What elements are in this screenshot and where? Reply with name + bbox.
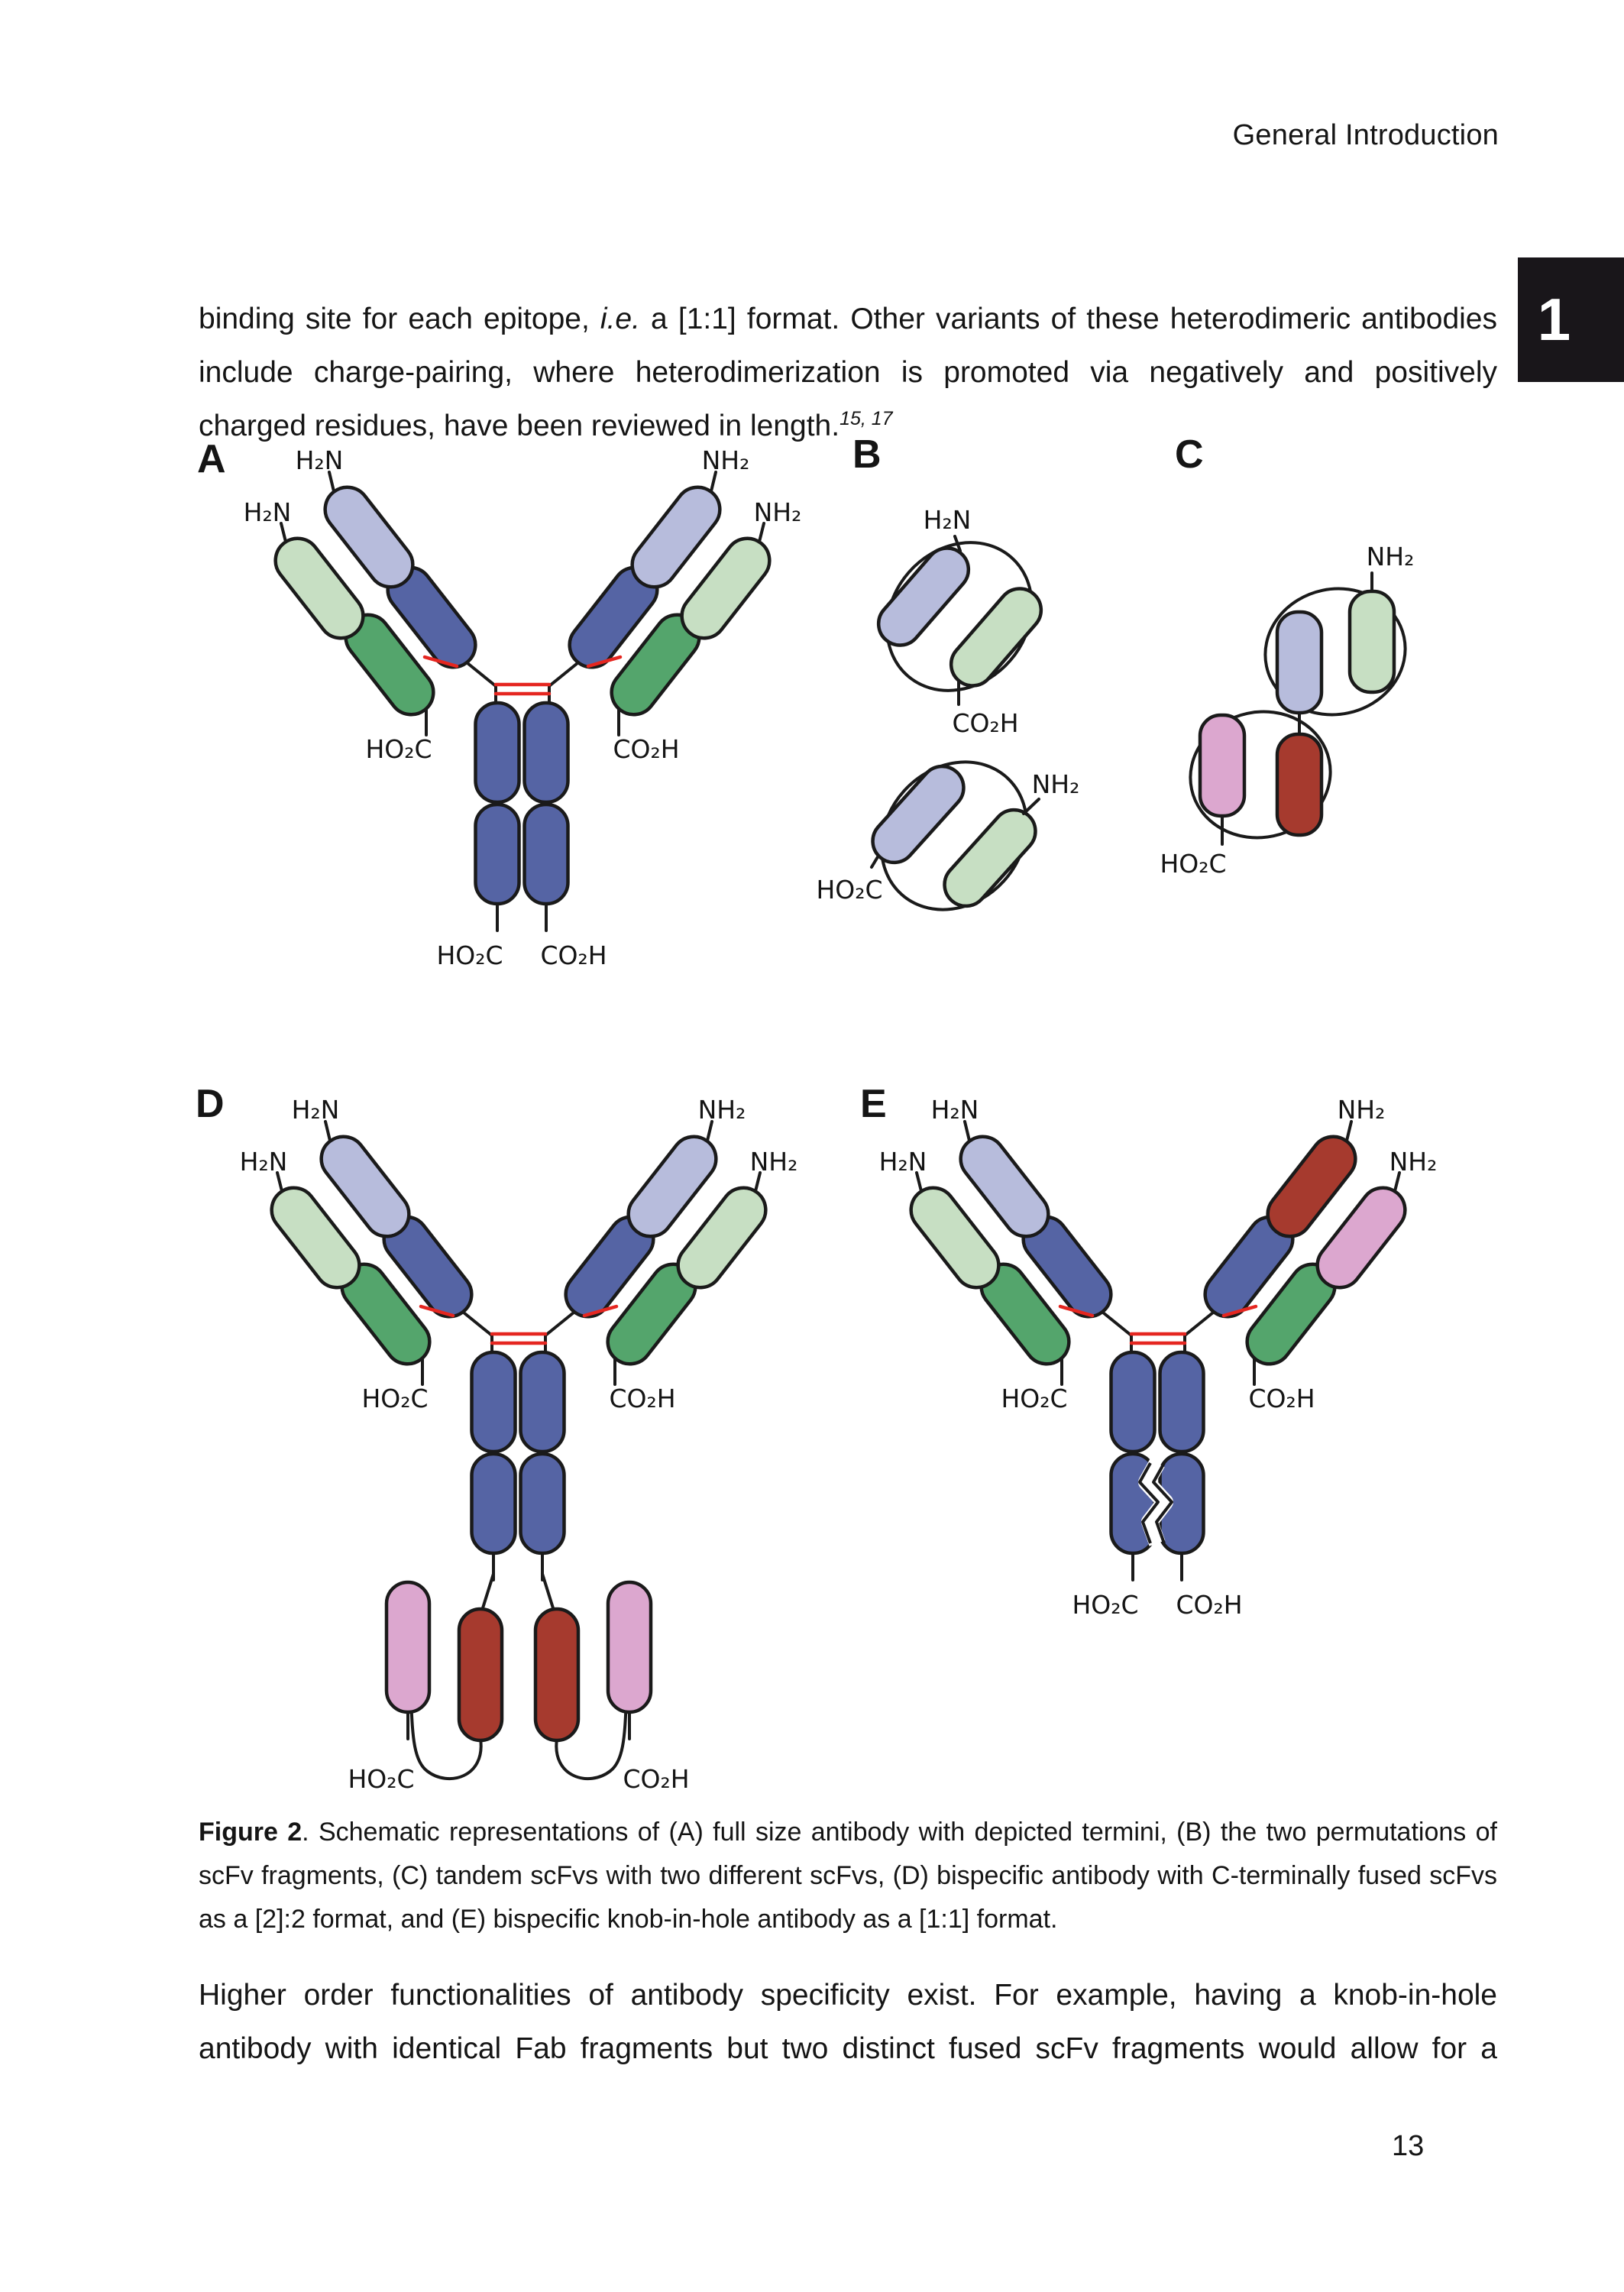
terminus-label: HO₂C (348, 1764, 415, 1794)
paragraph1-text: binding site for each epitope, (199, 303, 600, 335)
panel-b-figure (816, 432, 1079, 939)
terminus-label: NH₂ (749, 1147, 798, 1177)
terminus-label: CO₂H (1248, 1384, 1315, 1413)
terminus-label: NH₂ (697, 1095, 746, 1125)
c-terminus-line (872, 856, 878, 867)
vh-domain-2 (535, 1609, 578, 1740)
panel-label-d: D (196, 1082, 225, 1126)
terminus-label: HO₂C (1160, 849, 1227, 879)
terminus-label: CO₂H (952, 708, 1019, 738)
panel-label-c: C (1175, 432, 1204, 477)
terminus-label: HO₂C (1001, 1384, 1068, 1413)
figure-caption-text: . Schematic representations of (A) full size antibody with depicted termini, (B) the two permutations of scFv fragments, (C) tandem scFvs with two different scFvs, (D) bispecific antibody with C-terminally fused scFvs as a [2]:2 format, and (E) bispecific knob-in-hole antibody as a [1:1] format. (199, 1818, 1497, 1934)
terminus-label: HO₂C (816, 875, 883, 905)
figure-caption-label: Figure 2 (199, 1818, 302, 1847)
panel-label-e: E (860, 1082, 887, 1126)
terminus-label: NH₂ (701, 445, 750, 475)
panel-label-b: B (852, 432, 882, 477)
terminus-label: H₂N (878, 1147, 927, 1177)
terminus-label: NH₂ (1031, 769, 1080, 799)
chapter-number-tab (1518, 257, 1624, 382)
vl-domain-2 (1200, 715, 1244, 816)
terminus-label: CO₂H (613, 734, 680, 764)
citation-superscript: 15, 17 (839, 408, 893, 429)
vh-domain-2 (1277, 734, 1322, 835)
terminus-label: NH₂ (753, 497, 802, 527)
terminus-label: H₂N (295, 445, 344, 475)
running-header: General Introduction (1232, 119, 1499, 151)
terminus-label: CO₂H (540, 940, 607, 970)
terminus-label: HO₂C (365, 734, 432, 764)
figure-caption (199, 1811, 1497, 1941)
paragraph1-text-2: a [1:1] format. Other variants of these heterodimeric antibodies include charge-pairing, where heterodimerization is promoted via negatively and positively charged residues, have been reviewed in length. (199, 303, 1497, 442)
vh-domain-2 (459, 1609, 502, 1740)
terminus-label: H₂N (239, 1147, 288, 1177)
chapter-number: 1 (1537, 286, 1571, 353)
panel-e-figure (879, 1095, 1438, 1620)
terminus-label: H₂N (243, 497, 292, 527)
vl-domain (1350, 591, 1394, 692)
paragraph1-italic: i.e. (600, 303, 640, 335)
vh-domain (1277, 612, 1322, 713)
terminus-label: CO₂H (623, 1764, 690, 1794)
terminus-label: NH₂ (1389, 1147, 1438, 1177)
terminus-label: CO₂H (1176, 1590, 1243, 1620)
vl-domain-2 (608, 1582, 651, 1712)
terminus-label: NH₂ (1337, 1095, 1386, 1125)
page-number: 13 (1392, 2130, 1425, 2162)
terminus-label: NH₂ (1366, 542, 1415, 571)
body-paragraph-2: Higher order functionalities of antibody specificity exist. For example, having a knob-in-hole antibody with identical Fab fragments but two distinct fused scFv fragments would allow for a (199, 1979, 1497, 2065)
panel-a-figure (197, 437, 801, 970)
panel-label-a: A (197, 437, 226, 481)
terminus-label: H₂N (923, 505, 972, 535)
panel-c-figure (1160, 432, 1417, 879)
vl-domain-2 (387, 1582, 429, 1712)
terminus-label: HO₂C (1072, 1590, 1139, 1620)
terminus-label: CO₂H (609, 1384, 676, 1413)
scfv-fusion-line (482, 1574, 493, 1611)
scfv-fusion-line (542, 1574, 554, 1611)
terminus-label: HO₂C (436, 940, 503, 970)
figure2-antibody-schematics (153, 428, 1624, 1803)
terminus-label: H₂N (930, 1095, 979, 1125)
terminus-label: HO₂C (361, 1384, 429, 1413)
terminus-label: H₂N (291, 1095, 340, 1125)
panel-d-figure (240, 1095, 798, 1794)
